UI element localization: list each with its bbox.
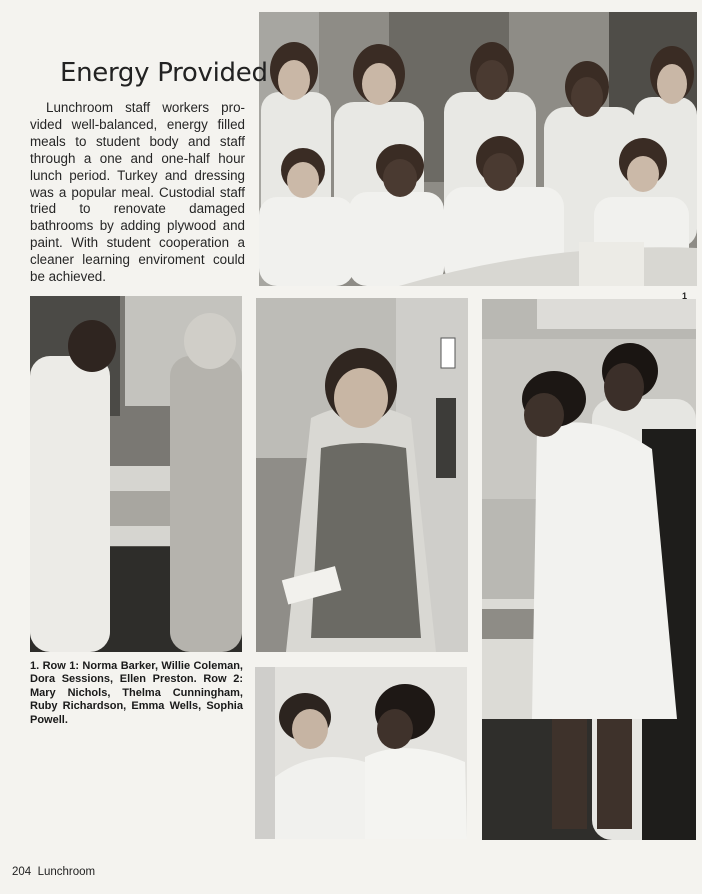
section-name: Lunchroom [37,866,96,878]
food-pans-photo [482,299,696,840]
article-title: Energy Provided [60,58,268,88]
photo-number: 1 [682,291,688,301]
serving-line-photo [30,296,242,652]
group-photo [259,12,697,286]
article-body: Lunchroom staff workers provided well-balanced, energy filled meals to student body and staff through a one and one-half hour lunch period. Turkey and dressing was a popular meal. Custodial staff tried to renovate damaged bathrooms by adding plywood and paint. With student cooperation a cleaner learning enviroment could be achieved. [30,100,245,285]
workers-counter-photo [255,667,467,839]
page-footer [12,866,95,878]
worker-apron-photo [256,298,468,652]
photo-caption: 1. Row 1: Norma Barker, Willie Coleman, Dora Sessions, Ellen Preston. Row 2: Mary Nichols, Thelma Cunningham, Ruby Richardson, Emma Wells, Sophia Powell. [30,660,243,726]
page-number: 204 [12,866,32,878]
